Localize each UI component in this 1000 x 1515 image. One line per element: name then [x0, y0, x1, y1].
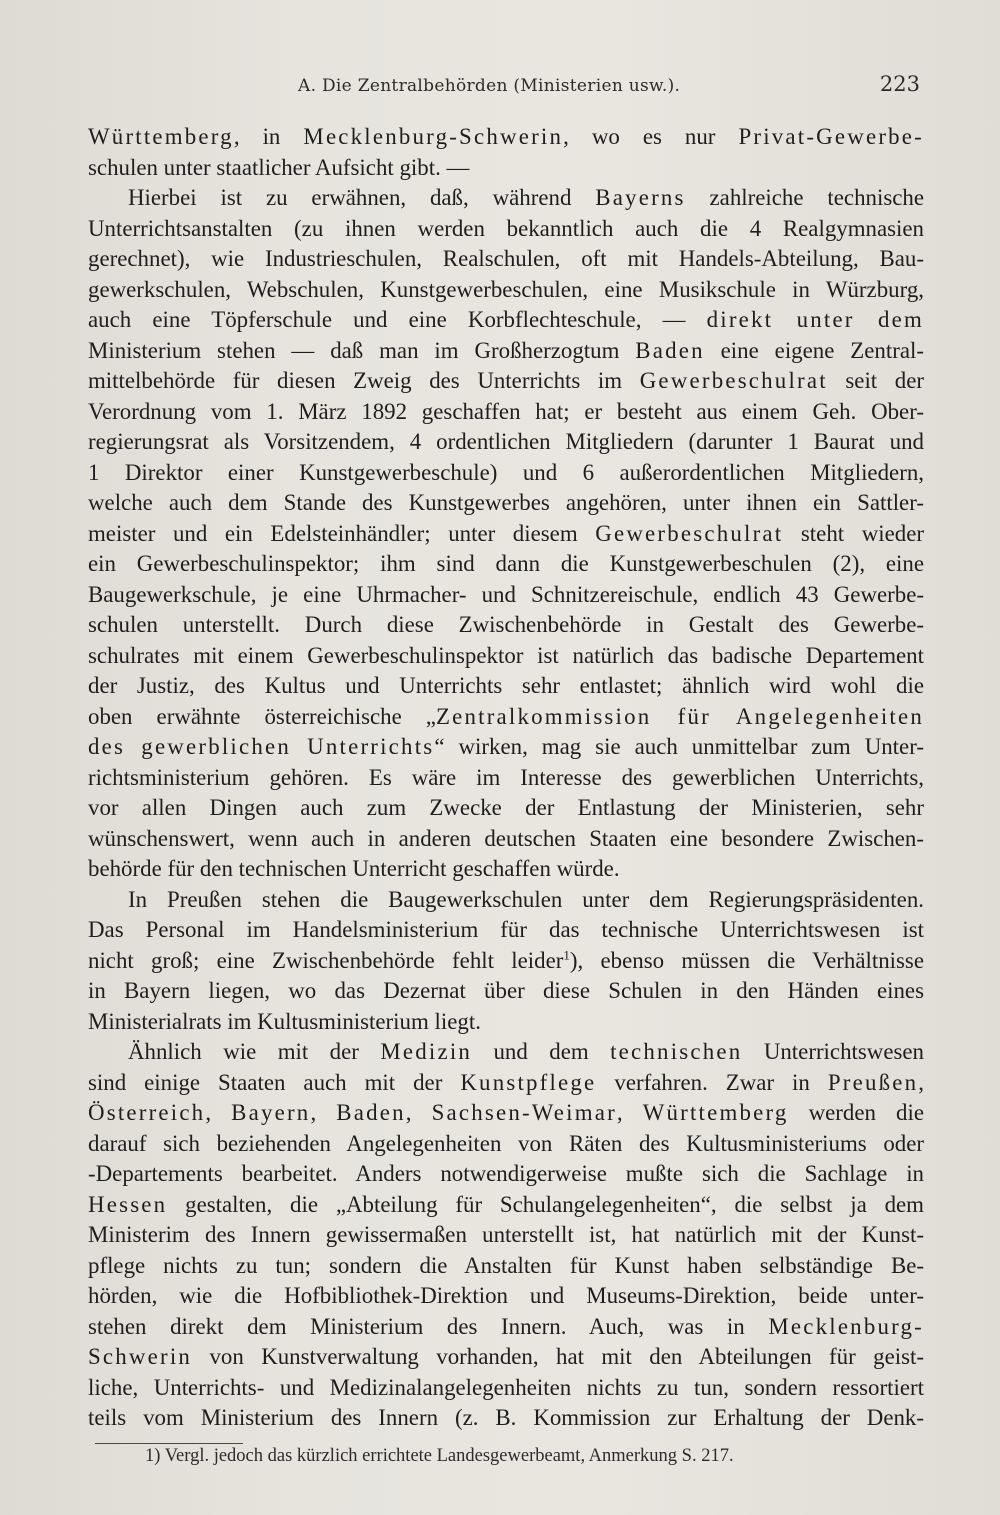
text-line: schulen unterstellt. Durch diese Zwischenbehörde in Gestalt des Gewerbe- — [88, 612, 924, 637]
text-line: meister und ein Edelsteinhändler; unter diesem Gewerbeschulrat steht wieder — [88, 520, 924, 546]
footnote-rule — [95, 1443, 243, 1444]
text-line: Ministerim des Innern gewissermaßen unterstellt ist, hat natürlich mit der Kunst- — [88, 1222, 924, 1247]
text-line: wünschenswert, wenn auch in anderen deutschen Staaten eine besondere Zwischen- — [88, 825, 924, 851]
text-line: Verordnung vom 1. März 1892 geschaffen hat; er besteht aus einem Geh. Ober- — [88, 398, 924, 424]
footnote — [145, 1446, 885, 1467]
text-line: nicht groß; eine Zwischenbehörde fehlt leider$^1$), ebenso müssen die Verhältnisse — [88, 946, 924, 973]
text-line: Ähnlich wie mit der Medizin und dem technischen Unterrichtswesen — [128, 1039, 924, 1064]
text-line: 1 Direktor einer Kunstgewerbeschule) und 6 außerordentlichen Mitgliedern, — [88, 459, 924, 485]
footnote-marker: 1 — [563, 946, 570, 962]
footnote-marker: 1) — [145, 1446, 161, 1466]
text-line: teils vom Ministerium des Innern (z. B. Kommission zur Erhaltung der Denk- — [88, 1405, 924, 1430]
text-line: Schwerin von Kunstverwaltung vorhanden, hat mit den Abteilungen für geist- — [88, 1344, 924, 1369]
page-header — [88, 72, 920, 102]
text-line: schulen unter staatlicher Aufsicht gibt. — — [88, 154, 470, 180]
text-line: auch eine Töpferschule und eine Korbflechteschule, — direkt unter dem — [88, 307, 924, 332]
text-line: Württemberg, in Mecklenburg-Schwerin, wo es nur Privat-Gewerbe- — [88, 124, 924, 149]
footnote-text: Vergl. jedoch das kürzlich errichtete Landesgewerbeamt, Anmerkung S. 217. — [164, 1446, 734, 1466]
text-line: Ministerialrats im Kultusministerium liegt. — [88, 1008, 481, 1034]
text-line: vor allen Dingen auch zum Zwecke der Entlastung der Ministerien, sehr — [88, 795, 924, 820]
text-line: welche auch dem Stande des Kunstgewerbes angehören, unter ihnen ein Sattler- — [88, 490, 924, 515]
text-line: darauf sich beziehenden Angelegenheiten von Räten des Kultusministeriums oder — [88, 1130, 924, 1156]
text-line: hörden, wie die Hofbibliothek-Direktion und Museums-Direktion, beide unter- — [88, 1283, 924, 1308]
text-line: in Bayern liegen, wo das Dezernat über diese Schulen in den Händen eines — [88, 978, 924, 1003]
text-line: der Justiz, des Kultus und Unterrichts sehr entlastet; ähnlich wird wohl die — [88, 673, 924, 698]
page-number: 223 — [879, 72, 920, 96]
text-line: ein Gewerbeschulinspektor; ihm sind dann die Kunstgewerbeschulen (2), eine — [88, 551, 924, 576]
text-line: gewerkschulen, Webschulen, Kunstgewerbeschulen, eine Musikschule in Würzburg, — [88, 276, 924, 302]
text-line: des gewerblichen Unterrichts“ wirken, mag sie auch unmittelbar zum Unter- — [88, 734, 924, 759]
running-head: A. Die Zentralbehörden (Ministerien usw.). — [298, 76, 681, 96]
text-line: In Preußen stehen die Baugewerkschulen unter dem Regierungspräsidenten. — [128, 886, 924, 912]
text-line: Hierbei ist zu erwähnen, daß, während Bayerns zahlreiche technische — [128, 185, 924, 210]
text-line: behörde für den technischen Unterricht geschaffen würde. — [88, 856, 620, 881]
text-line: mittelbehörde für diesen Zweig des Unterrichts im Gewerbeschulrat seit der — [88, 368, 924, 393]
text-line: liche, Unterrichts- und Medizinalangelegenheiten nichts zu tun, sondern ressortiert — [88, 1374, 924, 1400]
text-line: sind einige Staaten auch mit der Kunstpflege verfahren. Zwar in Preußen, — [88, 1069, 924, 1095]
text-line: Unterrichtsanstalten (zu ihnen werden bekanntlich auch die 4 Realgymnasien — [88, 215, 924, 241]
text-line: -Departements bearbeitet. Anders notwendigerweise mußte sich die Sachlage in — [88, 1161, 924, 1186]
text-line: schulrates mit einem Gewerbeschulinspektor ist natürlich das badische Departement — [88, 642, 924, 668]
text-line: Hessen gestalten, die „Abteilung für Schulangelegenheiten“, die selbst ja dem — [88, 1191, 924, 1217]
body-text — [88, 122, 924, 1434]
text-line: Österreich, Bayern, Baden, Sachsen-Weimar, Württemberg werden die — [88, 1100, 925, 1125]
text-line: Ministerium stehen — daß man im Großherzogtum Baden eine eigene Zentral- — [88, 337, 924, 363]
text-line: richtsministerium gehören. Es wäre im Interesse des gewerblichen Unterrichts, — [88, 764, 924, 790]
text-line: pflege nichts zu tun; sondern die Anstalten für Kunst haben selbständige Be- — [88, 1252, 924, 1278]
text-line: stehen direkt dem Ministerium des Innern. Auch, was in Mecklenburg- — [88, 1313, 924, 1339]
text-line: gerechnet), wie Industrieschulen, Realschulen, oft mit Handels-Abteilung, Bau- — [88, 246, 924, 271]
text-line: oben erwähnte österreichische „Zentralkommission für Angelegenheiten — [88, 703, 924, 729]
text-line: Das Personal im Handelsministerium für das technische Unterrichtswesen ist — [88, 917, 924, 942]
text-line: regierungsrat als Vorsitzendem, 4 ordentlichen Mitgliedern (darunter 1 Baurat und — [88, 429, 924, 454]
text-line: Baugewerkschule, je eine Uhrmacher- und Schnitzereischule, endlich 43 Gewerbe- — [88, 581, 924, 607]
